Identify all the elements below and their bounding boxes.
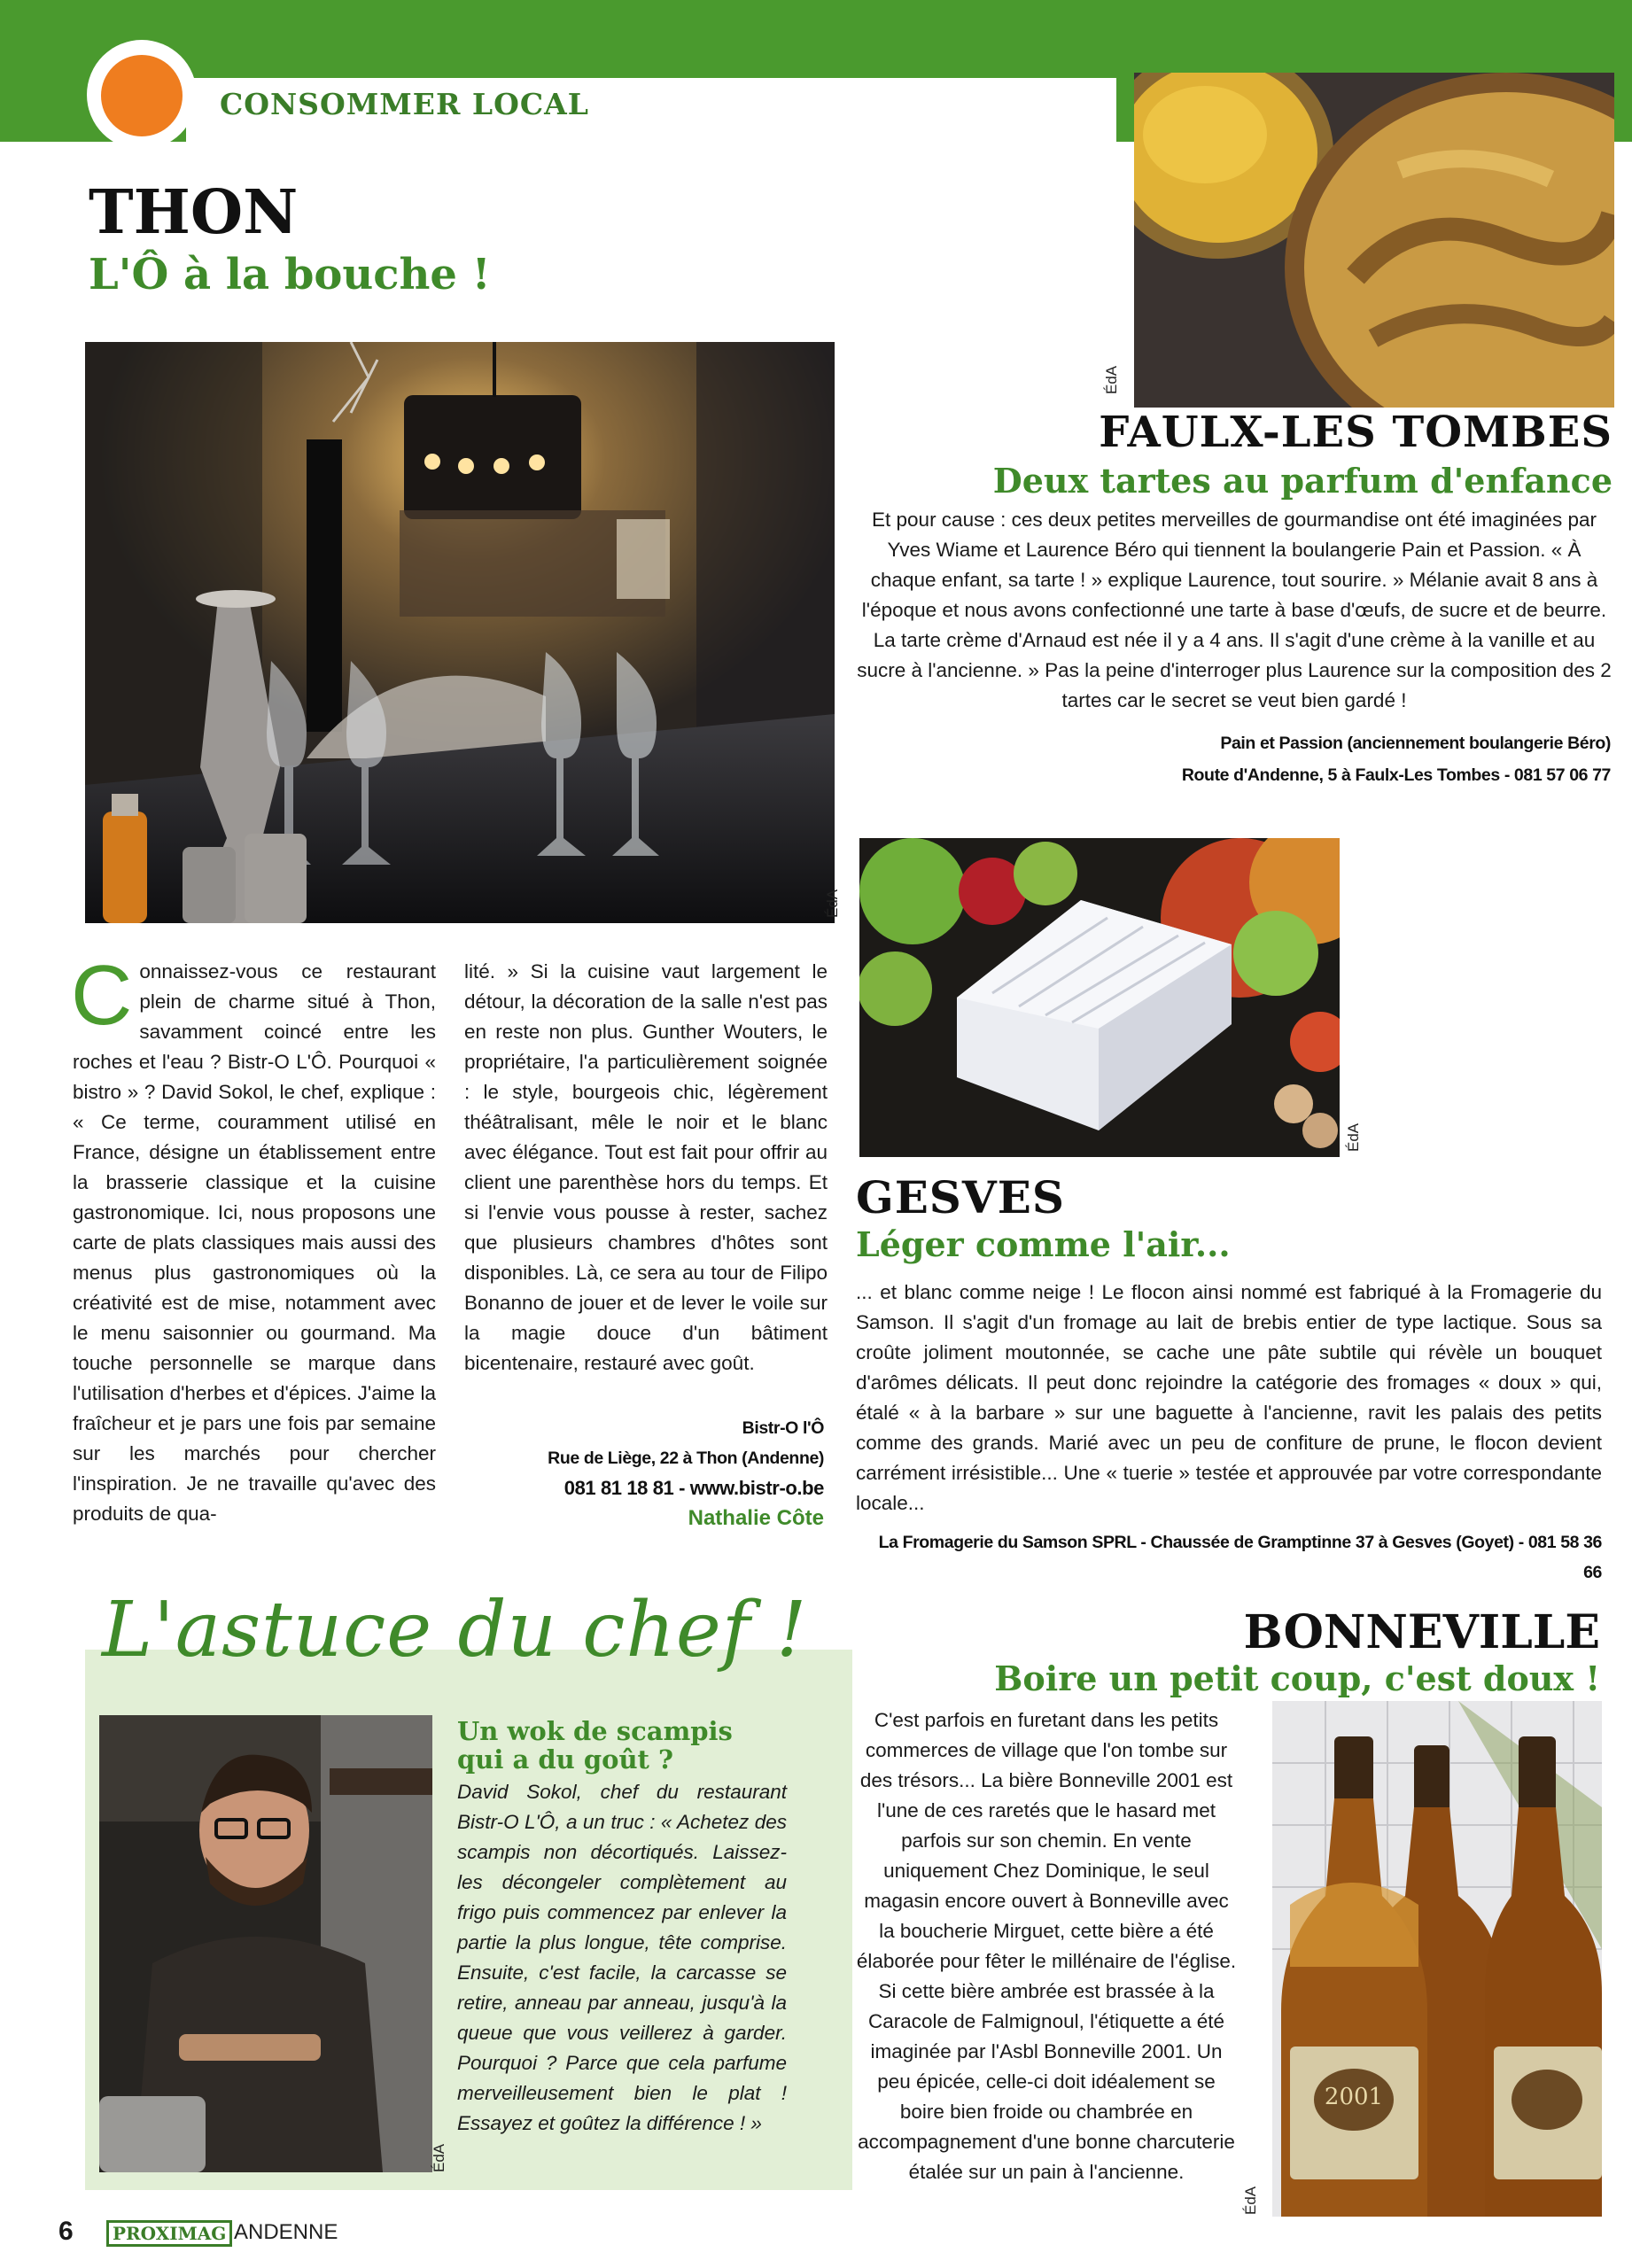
- bottle-label-text: 2001: [1324, 2084, 1384, 2110]
- beer-photo-credit: ÉdA: [1242, 2186, 1259, 2215]
- page-number: 6: [58, 2217, 74, 2246]
- bonneville-subtitle: Boire un petit coup, c'est doux !: [994, 1658, 1600, 1698]
- thon-title: THON: [89, 177, 299, 248]
- faulx-address-line1: Pain et Passion (anciennement boulangerie Béro): [1220, 734, 1611, 753]
- thon-author: Nathalie Côte: [688, 1506, 824, 1530]
- faulx-subtitle: Deux tartes au parfum d'enfance: [992, 461, 1613, 501]
- astuce-body: David Sokol, chef du restaurant Bistr-O L'Ô, a un truc : « Achetez des scampis non décortiqués. Laissez-les décongeler complètement au frigo puis commencez par enlever la partie la plus longue, tête comprise. Ensuite, c'est facile, la carcasse se retire, anneau par anneau, jusqu'à la queue que vous veillerez à garder. Pourquoi ? Parce que cela parfume merveilleusement bien le plat ! Essayez et goûtez la différence ! »: [457, 1781, 787, 2134]
- astuce-subtitle-line1: Un wok de scampis: [457, 1716, 733, 1746]
- bonneville-body: C'est parfois en furetant dans les petits commerces de village que l'on tombe sur des trésors... La bière Bonneville 2001 est l'une de ces raretés que le hasard met parfois sur son chemin. En vente uniquement Chez Dominique, le seul magasin encore ouvert à Bonneville avec la boucherie Mirguet, cette bière a été élaborée pour fêter le millénaire de l'église. Si cette bière ambrée est brassée à la Caracole de Falmignoul, l'étiquette a été imaginée par l'Asbl Bonneville 2001. Un peu épicée, celle-ci doit idéalement se boire bien froide ou chambrée en accompagnement d'une bonne charcuterie étalée sur un pain à l'ancienne.: [856, 1709, 1237, 2183]
- thon-photo-credit: ÉdA: [824, 889, 841, 918]
- tarts-photo-credit: ÉdA: [1103, 365, 1120, 394]
- thon-body-col2: lité. » Si la cuisine vaut largement le détour, la décoration de la salle n'est pas en reste non plus. Gunther Wouters, le propriétaire, l'a particulièrement soignée : le style, bourgeois chic, légèrement théâtralisant, mêle le noir et le blanc avec élégance. Tout est fait pour offrir au client une parenthèse hors du temps. Et si l'envie vous pousse à rester, sachez que plusieurs chambres d'hôtes sont disponibles. Là, ce sera au tour de Filipo Bonanno de jouer et de lever le voile sur la magie douce d'un bâtiment bicentenaire, restauré avec goût.: [464, 960, 828, 1374]
- faulx-body: Et pour cause : ces deux petites merveilles de gourmandise ont été imaginées par Yves Wiame et Laurence Béro qui tiennent la boulangerie Pain et Passion. « À chaque enfant, sa tarte ! » explique Laurence, tout sourire. » Mélanie avait 8 ans à l'époque et nous avons confectionné une tarte à base d'œufs, de sucre et de beurre. La tarte crème d'Arnaud est née il y a 4 ans. Il s'agit d'une crème à la vanille et au sucre à l'ancienne. » Pas la peine d'interroger plus Laurence sur la composition des 2 tartes car le secret se veut bien gardé !: [857, 509, 1612, 711]
- section-label: CONSOMMER LOCAL: [220, 87, 589, 121]
- thon-subtitle: L'Ô à la bouche !: [89, 250, 491, 299]
- section-dot-icon: [101, 55, 183, 136]
- magazine-logo: PROXIMAG: [106, 2220, 232, 2247]
- bonneville-title: BONNEVILLE: [1243, 1605, 1600, 1659]
- gesves-address: La Fromagerie du Samson SPRL - Chaussée de Gramptinne 37 à Gesves (Goyet) - 081 58 36 66: [878, 1533, 1602, 1582]
- chef-photo: [99, 1715, 432, 2172]
- astuce-subtitle-line2: qui a du goût ?: [457, 1744, 674, 1775]
- dropcap-c: C: [71, 948, 133, 1043]
- cheese-photo: [859, 838, 1340, 1157]
- faulx-title: FAULX-LES TOMBES: [1099, 408, 1613, 457]
- astuce-title: L'astuce du chef !: [102, 1586, 808, 1674]
- beer-bottles-photo: [1272, 1701, 1602, 2217]
- cheese-photo-credit: ÉdA: [1345, 1122, 1362, 1152]
- thon-address-line1: Rue de Liège, 22 à Thon (Andenne): [548, 1449, 824, 1468]
- thon-body-col1-text: onnaissez-vous ce restaurant plein de charme situé à Thon, savamment coincé entre les roches et l'eau ? Bistr-O L'Ô. Pourquoi « bistro » ? David Sokol, le chef, explique : « Ce terme, couramment utilisé en France, désigne un établissement entre la brasserie classique et la cuisine gastronomique. Ici, nous proposons une carte de plats classiques mais aussi des menus plus gastronomiques où la créativité est de mise, notamment avec le menu saisonnier ou gourmand. Ma touche personnelle se marque dans l'utilisation d'herbes et d'épices. J'aime la fraîcheur et je pars une fois par semaine sur les marchés pour chercher l'inspiration. Je ne travaille qu'avec des produits de qua-: [73, 960, 436, 1525]
- footer-city: ANDENNE: [234, 2220, 338, 2244]
- gesves-subtitle: Léger comme l'air...: [856, 1224, 1231, 1264]
- faulx-address-line2: Route d'Andenne, 5 à Faulx-Les Tombes - 081 57 06 77: [1181, 765, 1611, 785]
- thon-address-line2: 081 81 18 81 - www.bistr-o.be: [563, 1477, 824, 1499]
- restaurant-photo: [85, 342, 835, 923]
- gesves-body: ... et blanc comme neige ! Le flocon ainsi nommé est fabriqué à la Fromagerie du Samson. Il s'agit d'un fromage au lait de brebis entier de type lactique. Sous sa croûte joliment moutonnée, se cache une pâte subtile qui révèle un bouquet d'arômes délicats. Il peut donc rejoindre la catégorie des fromages « doux » qui, étalé « à la barbare » sur une baguette à l'ancienne, ravit les palais des petits comme des grands. Marié avec un peu de confiture de prune, le flocon devient carrément irrésistible... Une « tuerie » testée et approuvée par votre correspondante locale...: [856, 1281, 1602, 1514]
- thon-address-name: Bistr-O l'Ô: [742, 1418, 824, 1438]
- tarts-photo: [1134, 73, 1614, 408]
- chef-photo-credit: ÉdA: [431, 2143, 447, 2172]
- thon-body-col1: [71, 948, 436, 1529]
- gesves-title: GESVES: [856, 1171, 1065, 1223]
